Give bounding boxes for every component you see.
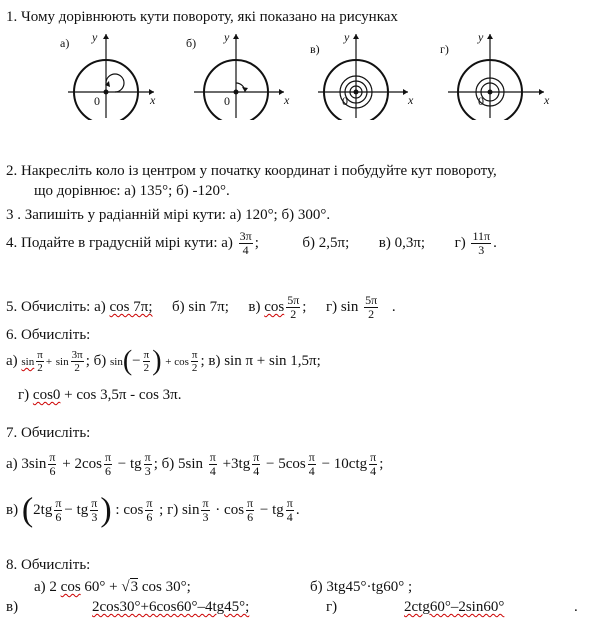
q7-l1-g: − 5cos (266, 456, 306, 472)
x-axis-label-d: x (544, 93, 550, 107)
y-axis-label-d: y (478, 30, 484, 44)
question-8-c-prefix: в) (6, 599, 19, 615)
q6-b-fraction-1: $\frac{\pi}{2}$ (143, 349, 150, 375)
y-axis-label-c: y (344, 30, 350, 44)
question-7-title: 7. Обчисліть: (6, 425, 91, 441)
q7-l2-frac-1: $\frac{\pi}{6}$ (55, 496, 62, 525)
question-8-c: 2cos30°+6cos60°–4tg45°; (92, 599, 250, 615)
x-axis-label-b: x (284, 93, 290, 107)
q6-d-rest: + cos 3,5π - cos 3π. (60, 387, 182, 403)
q7-l2-frac-3: $\frac{\pi}{6}$ (146, 496, 153, 525)
q4-d-fraction: $\frac{11\pi}{3}$ (472, 229, 491, 258)
x-axis-label-a: x (150, 93, 156, 107)
q7-l2-cos: : cos (115, 502, 144, 518)
q5-c-fraction: $\frac{5\pi}{2}$ (287, 293, 300, 322)
q7-l2-frac-4: $\frac{\pi}{3}$ (202, 496, 209, 525)
question-6-line-2 (18, 386, 182, 404)
q8-a-prefix: а) 2 (34, 579, 57, 595)
origin-label-d: 0 (478, 94, 484, 108)
q7-l2-end: . (295, 502, 300, 518)
q8-sqrt: √3 (121, 579, 139, 595)
origin-label-c: 0 (342, 94, 348, 108)
q7-l2-frac-6: $\frac{\pi}{4}$ (286, 496, 293, 525)
unit-circle-b (192, 30, 292, 120)
q6-a-fraction-2: $\frac{3\pi}{2}$ (71, 349, 83, 375)
question-8-title: 8. Обчисліть: (6, 557, 91, 573)
q7-frac-1: $\frac{\pi}{6}$ (49, 450, 56, 479)
q5-b: б) sin 7π; (172, 299, 229, 315)
question-8-d-prefix: г) (326, 599, 338, 615)
question-8-b: б) 3tg45°·tg60° ; (310, 579, 413, 595)
q7-l1-c: − tg (117, 456, 142, 472)
question-3: 3 . Запишіть у радіанній мірі кути: а) 120°; б) 300°. (6, 207, 331, 223)
q7-frac-2: $\frac{\pi}{6}$ (104, 450, 112, 479)
q7-l1-a: а) 3sin (6, 456, 47, 472)
question-6-line-1: а) sin $\frac{\pi}{2}$ + sin $\frac{3\pi}{2}$ ; б) sin(− $\frac{\pi}{2}$ ) + cos $\frac{\pi}{2}$ ; в) sin π + sin 1,5π; (6, 345, 321, 377)
q7-frac-5: $\frac{\pi}{4}$ (253, 450, 260, 479)
q6-a-prefix: а) (6, 353, 18, 369)
q6-a-plus: + (45, 356, 53, 368)
q7-l2-2tg: 2tg (33, 502, 53, 518)
q6-d-cos0: cos0 (32, 387, 61, 403)
q6-b-plus-cos: + cos (165, 356, 189, 368)
q4-b: б) 2,5π; (302, 235, 350, 251)
q5-d-prefix: г) sin (325, 299, 359, 315)
q6-d-prefix: г) (18, 387, 30, 403)
q6-a-sep: ; б) (85, 353, 107, 369)
q6-a-fraction-1: $\frac{\pi}{2}$ (37, 349, 43, 375)
q5-d-fraction: $\frac{5\pi}{2}$ (365, 293, 378, 322)
q7-frac-6: $\frac{\pi}{4}$ (308, 450, 315, 479)
q6-b-fraction-2: $\frac{\pi}{2}$ (191, 349, 198, 375)
q5-prefix: 5. Обчисліть: а) (6, 299, 106, 315)
question-1: 1. Чому дорівнюють кути повороту, які показано на рисунках (6, 9, 398, 25)
q7-l1-b: + 2cos (62, 456, 102, 472)
q7-l1-i: ; (379, 456, 384, 472)
figure-label-a: а) (60, 36, 70, 50)
question-8-line-1 (34, 578, 191, 596)
q6-a-sin1: sin (21, 356, 35, 368)
q5-a: cos 7π; (109, 299, 153, 315)
figure-label-c: в) (310, 42, 320, 56)
question-2-line-1: 2. Накресліть коло із центром у початку координат і побудуйте кут повороту, (6, 163, 497, 179)
q7-l1-f: +3tg (222, 456, 251, 472)
origin-label-a: 0 (94, 94, 100, 108)
q4-a-fraction: $\frac{3\pi}{4}$ (239, 229, 252, 258)
question-4 (6, 228, 497, 258)
q7-l2-g: ; г) sin (159, 502, 200, 518)
q5-c-sep: ; (302, 299, 307, 315)
q5-d-suffix: . (391, 299, 396, 315)
q7-frac-3: $\frac{\pi}{3}$ (144, 450, 151, 479)
q7-l2-frac-5: $\frac{\pi}{6}$ (247, 496, 254, 525)
q7-l2-a: в) (6, 502, 19, 518)
q7-frac-4: $\frac{\pi}{4}$ (209, 450, 216, 479)
figure-label-d: г) (440, 42, 449, 56)
q7-l1-e: ; б) 5sin (153, 456, 204, 472)
x-axis-label-c: x (408, 93, 414, 107)
q4-c: в) 0,3π; (378, 235, 426, 251)
question-7-line-1 (6, 446, 383, 482)
q8-a-cos: cos (60, 579, 81, 595)
question-2-line-2: що дорівнює: а) 135°; б) -120°. (34, 183, 230, 199)
question-8-d: 2ctg60°–2sin60° (404, 599, 505, 615)
q6-b-minus: − (132, 353, 141, 369)
origin-label-b: 0 (224, 94, 230, 108)
figure-label-b: б) (186, 36, 197, 50)
q7-l1-h: − 10ctg (321, 456, 368, 472)
unit-circle-a (66, 30, 156, 120)
q6-a-sin2: sin (55, 356, 69, 368)
y-axis-label-b: y (224, 30, 230, 44)
question-5 (6, 292, 396, 322)
q6-b-sin: sin (109, 356, 123, 368)
question-7-line-2: в) (2tg $\frac{\pi}{6}$ − tg $\frac{\pi}{3}$ ) : cos $\frac{\pi}{6}$ ; г) sin $\frac{\pi}{3}$ · cos $\frac{\pi}{6}$ − tg $\frac{\pi}{4}$ . (6, 491, 300, 529)
q5-c-prefix: в) (248, 299, 261, 315)
q7-l2-dot-cos: · cos (215, 502, 245, 518)
q6-c: ; в) sin π + sin 1,5π; (200, 353, 321, 369)
q8-a-mid: 60° + (80, 579, 118, 595)
q7-frac-7: $\frac{\pi}{4}$ (370, 450, 377, 479)
q8-a-end: cos 30°; (138, 579, 191, 595)
q5-c-func: cos (264, 299, 285, 315)
q7-l2-tg: − tg (64, 502, 89, 518)
q4-d-prefix: г) (454, 235, 466, 251)
question-8-d-end: . (574, 599, 578, 615)
unit-circle-d (446, 30, 556, 120)
q4-d-suffix: . (493, 235, 497, 251)
q4-prefix: 4. Подайте в градусній мірі кути: а) (6, 235, 233, 251)
unit-circle-c (316, 30, 416, 120)
q7-l2-tg2: − tg (259, 502, 284, 518)
y-axis-label-a: y (92, 30, 98, 44)
q4-a-sep: ; (254, 235, 259, 251)
question-6-title: 6. Обчисліть: (6, 327, 91, 343)
q7-l2-frac-2: $\frac{\pi}{3}$ (91, 496, 98, 525)
